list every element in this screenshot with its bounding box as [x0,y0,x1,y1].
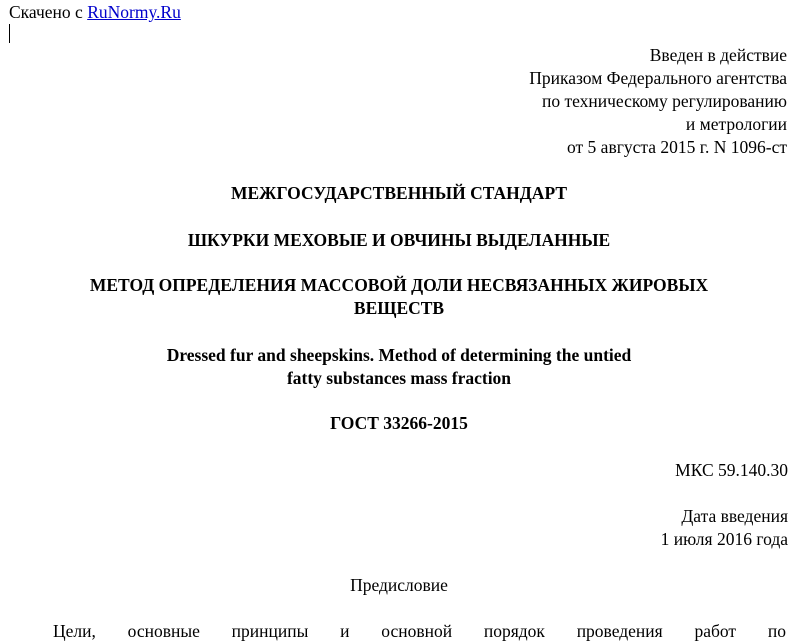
paragraph-word: основные [127,621,200,641]
english-title-line: Dressed fur and sheepskins. Method of determining the untied [166,345,632,365]
gost-number: ГОСТ 33266-2015 [330,413,468,433]
paragraph-word: и [340,621,350,641]
method-title-line: МЕТОД ОПРЕДЕЛЕНИЯ МАССОВОЙ ДОЛИ НЕСВЯЗАННЫХ ЖИРОВЫХ [89,275,709,295]
text-cursor [9,24,10,43]
introduction-date-block [661,505,788,551]
paragraph-word: по [767,621,786,641]
paragraph-word: Цели, [53,621,96,641]
paragraph-word: принципы [231,621,309,641]
english-title [0,344,790,390]
enactment-line: от 5 августа 2015 г. N 1096-ст [567,137,787,157]
paragraph-word: основной [381,621,453,641]
introduction-date-value: 1 июля 2016 года [660,529,788,549]
foreword-paragraph [53,620,786,643]
method-title [0,274,790,320]
download-source-line [9,1,181,24]
paragraph-word: проведения [576,621,663,641]
enactment-block [529,44,787,159]
foreword-heading: Предисловие [350,575,448,595]
enactment-line: по техническому регулированию [541,91,787,111]
mks-code: МКС 59.140.30 [675,460,788,480]
interstate-standard-title: МЕЖГОСУДАРСТВЕННЫЙ СТАНДАРТ [230,183,568,203]
enactment-line: Введен в действие [649,45,787,65]
download-source-prefix: Скачено с [9,2,83,22]
enactment-line: и метрологии [685,114,787,134]
method-title-line: ВЕЩЕСТВ [353,298,445,318]
enactment-line: Приказом Федерального агентства [529,68,787,88]
paragraph-word: работ [694,621,737,641]
introduction-date-label: Дата введения [681,506,788,526]
english-title-line: fatty substances mass fraction [286,368,512,388]
subject-title: ШКУРКИ МЕХОВЫЕ И ОВЧИНЫ ВЫДЕЛАННЫЕ [187,230,611,250]
paragraph-word: порядок [483,621,545,641]
runormy-link[interactable]: RuNormy.Ru [87,2,181,22]
